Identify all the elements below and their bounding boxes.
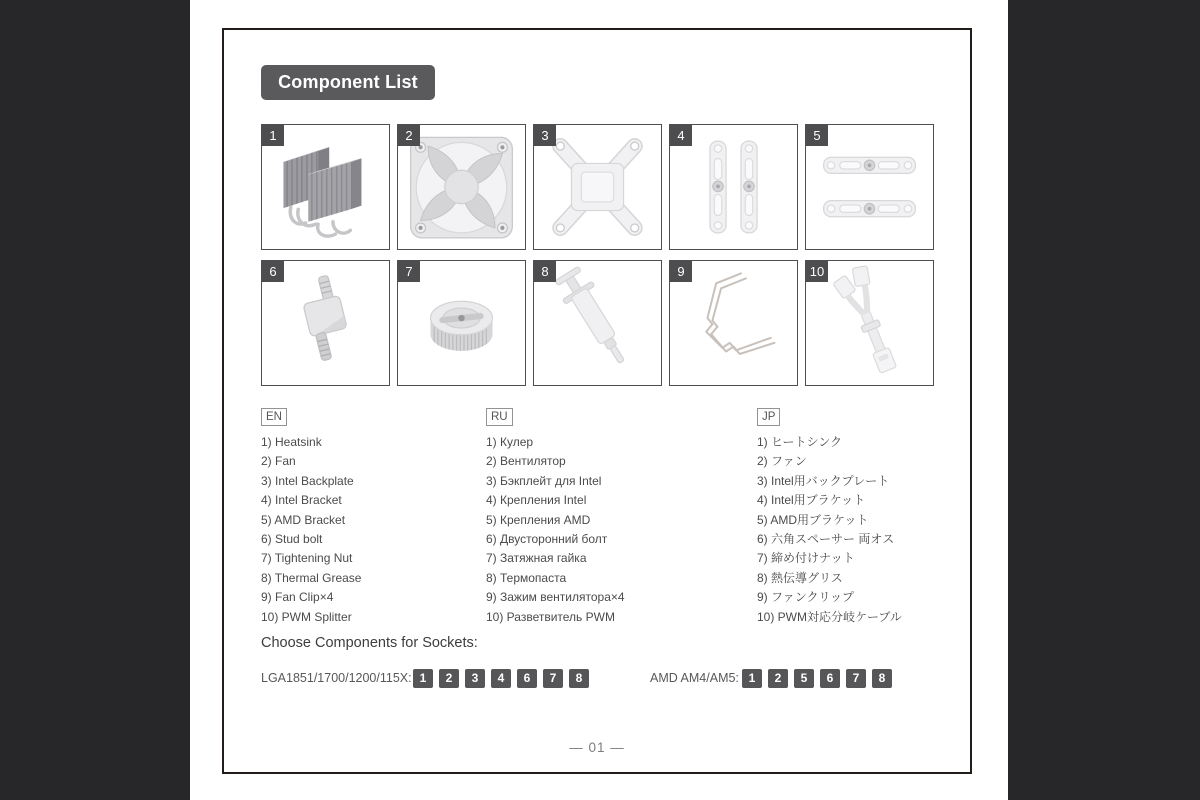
socket-component-number: 7 xyxy=(543,669,563,688)
component-list-item: 2) Вентилятор xyxy=(486,454,566,469)
component-cell-5 xyxy=(805,124,934,250)
language-label-ru: RU xyxy=(486,408,513,426)
component-cell-6 xyxy=(261,260,390,386)
component-list-item: 9) ファンクリップ xyxy=(757,590,855,605)
component-number-badge: 9 xyxy=(670,261,692,282)
component-list-item: 5) Крепления AMD xyxy=(486,512,591,527)
section-title xyxy=(261,65,435,100)
language-label-en: EN xyxy=(261,408,287,426)
component-list-item: 4) Крепления Intel xyxy=(486,493,587,508)
component-number-badge: 8 xyxy=(534,261,556,282)
component-number-badge: 5 xyxy=(806,125,828,146)
component-list-item: 10) Разветвитель PWM xyxy=(486,609,615,624)
socket-row-intel-numbers xyxy=(413,669,595,688)
language-column-en xyxy=(261,407,361,627)
component-list-item: 4) Intel用ブラケット xyxy=(757,493,866,508)
socket-component-number: 6 xyxy=(820,669,840,688)
socket-component-number: 6 xyxy=(517,669,537,688)
component-list-item: 8) 熱伝導グリス xyxy=(757,570,843,585)
component-cell-3 xyxy=(533,124,662,250)
component-list-item: 1) ヒートシンク xyxy=(757,435,842,449)
section-title-label: Component List xyxy=(278,72,418,92)
component-list-item: 9) Зажим вентилятора×4 xyxy=(486,590,625,605)
component-list-item: 10) PWM Splitter xyxy=(261,609,352,624)
page-number: — 01 — xyxy=(569,740,625,755)
component-list-item: 1) Кулер xyxy=(486,435,534,449)
socket-component-number: 1 xyxy=(413,669,433,688)
component-cell-7 xyxy=(397,260,526,386)
component-number-badge: 4 xyxy=(670,125,692,146)
socket-component-number: 3 xyxy=(465,669,485,688)
component-list-item: 5) AMD Bracket xyxy=(261,512,346,527)
socket-component-number: 8 xyxy=(569,669,589,688)
component-list-item: 6) Stud bolt xyxy=(261,532,323,547)
component-list-item: 10) PWM対応分岐ケーブル xyxy=(757,609,902,624)
component-list-ru xyxy=(486,433,625,627)
component-list-item: 6) Двусторонний болт xyxy=(486,532,608,547)
component-cell-9 xyxy=(669,260,798,386)
socket-row-amd-label: AMD AM4/AM5: xyxy=(650,671,739,685)
socket-component-number: 5 xyxy=(794,669,814,688)
component-cell-10 xyxy=(805,260,934,386)
component-cell-1 xyxy=(261,124,390,250)
socket-component-number: 4 xyxy=(491,669,511,688)
socket-component-number: 2 xyxy=(768,669,788,688)
component-cell-4 xyxy=(669,124,798,250)
manual-page xyxy=(222,28,972,774)
socket-row-intel-label: LGA1851/1700/1200/115X: xyxy=(261,671,412,685)
component-list-item: 2) ファン xyxy=(757,454,807,469)
component-number-badge: 2 xyxy=(398,125,420,146)
component-number-badge: 10 xyxy=(806,261,828,282)
socket-row-intel xyxy=(261,667,595,689)
component-list-item: 2) Fan xyxy=(261,454,296,469)
component-list-item: 3) Intel Backplate xyxy=(261,473,354,488)
component-cell-8 xyxy=(533,260,662,386)
socket-component-number: 1 xyxy=(742,669,762,688)
component-list-item: 4) Intel Bracket xyxy=(261,493,342,508)
component-list-item: 1) Heatsink xyxy=(261,435,322,449)
component-number-badge: 3 xyxy=(534,125,556,146)
component-list-item: 8) Thermal Grease xyxy=(261,570,362,585)
component-list-jp xyxy=(757,433,902,627)
component-number-badge: 6 xyxy=(262,261,284,282)
component-list-item: 7) Tightening Nut xyxy=(261,551,353,566)
socket-row-amd xyxy=(650,667,898,689)
component-number-badge: 7 xyxy=(398,261,420,282)
socket-row-amd-numbers xyxy=(742,669,898,688)
language-column-jp xyxy=(757,407,902,627)
sockets-heading: Choose Components for Sockets: xyxy=(261,635,478,651)
component-grid xyxy=(261,124,934,386)
component-list-en xyxy=(261,433,361,627)
component-list-item: 7) Затяжная гайка xyxy=(486,551,587,566)
component-list-item: 6) 六角スペーサー 両オス xyxy=(757,532,895,547)
component-list-item: 3) Бэкплейт для Intel xyxy=(486,473,602,488)
component-list-item: 9) Fan Clip×4 xyxy=(261,590,334,605)
socket-component-number: 8 xyxy=(872,669,892,688)
language-column-ru xyxy=(486,407,625,627)
component-list-item: 7) 締め付けナット xyxy=(757,551,855,566)
language-label-jp: JP xyxy=(757,408,780,426)
component-list-item: 5) AMD用ブラケット xyxy=(757,512,869,527)
socket-component-number: 7 xyxy=(846,669,866,688)
component-cell-2 xyxy=(397,124,526,250)
component-list-item: 8) Термопаста xyxy=(486,570,567,585)
socket-component-number: 2 xyxy=(439,669,459,688)
component-number-badge: 1 xyxy=(262,125,284,146)
component-list-item: 3) Intel用バックプレート xyxy=(757,473,890,488)
